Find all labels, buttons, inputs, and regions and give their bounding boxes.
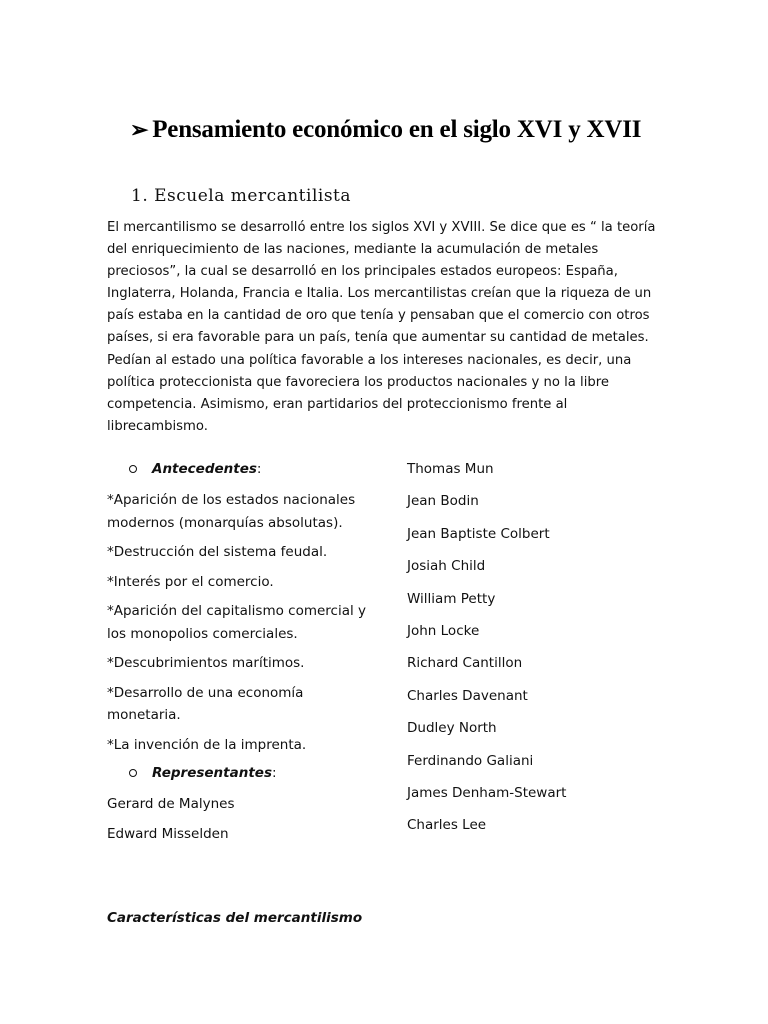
representante-item: Jean Bodin — [407, 493, 479, 510]
circle-bullet-icon — [129, 465, 137, 473]
representante-item: Josiah Child — [407, 558, 486, 575]
antecedentes-label: Antecedentes — [152, 461, 257, 477]
representantes-heading — [129, 760, 369, 786]
antecedente-item: *Aparición del capitalismo comercial y los monopolios comerciales. — [107, 603, 367, 642]
representante-item: Jean Baptiste Colbert — [407, 525, 550, 542]
section-heading: 1. Escuela mercantilista — [131, 186, 352, 206]
intro-paragraph: El mercantilismo se desarrolló entre los siglos XVI y XVIII. Se dice que es “ la teoría del enriquecimiento de las naciones, mediante la acumulación de metales preciosos”, la cual se desarrolló en los principales estados europeos: España, Inglaterra, Holanda, Francia e Italia. Los mercantilistas creían que la riqueza de un país estaba en la cantidad de oro que tenía y pensaban que el comercio con otros países, si era favorable para un país, tenía que aumentar su cantidad de metales. Pedían al estado una política favorable a los intereses nacionales, es decir, una política proteccionista que favoreciera los productos nacionales y no la libre competencia. Asimismo, eran partidarios del proteccionismo frente al librecambismo. — [107, 220, 656, 434]
antecedente-item: *Desarrollo de una economía monetaria. — [107, 684, 304, 723]
representante-item: Dudley North — [407, 720, 497, 737]
colon: : — [256, 461, 262, 477]
left-column — [107, 456, 369, 845]
page-title-text: Pensamiento económico en el siglo XVI y XVII — [152, 116, 642, 143]
representante-item: Ferdinando Galiani — [407, 752, 534, 769]
antecedentes-heading — [129, 456, 369, 482]
representante-item: Gerard de Malynes — [107, 796, 235, 812]
representante-item: Charles Lee — [407, 817, 487, 834]
representante-item: Edward Misselden — [107, 825, 229, 842]
colon: : — [271, 765, 277, 781]
antecedente-item: *Destrucción del sistema feudal. — [107, 544, 328, 560]
representante-item: William Petty — [407, 590, 496, 607]
representante-item: John Locke — [407, 622, 480, 639]
representante-item: James Denham-Stewart — [407, 784, 567, 801]
representante-item: Richard Cantillon — [407, 655, 523, 672]
circle-bullet-icon — [129, 769, 137, 777]
representante-item: Thomas Mun — [407, 461, 494, 477]
caracteristicas-heading: Características del mercantilismo — [107, 910, 363, 926]
right-column — [407, 456, 667, 845]
arrow-bullet-icon: ➢ — [130, 117, 149, 142]
antecedente-item: *La invención de la imprenta. — [107, 736, 307, 753]
representante-item: Charles Davenant — [407, 687, 528, 704]
representantes-label: Representantes — [152, 765, 272, 781]
page-title — [130, 114, 641, 146]
antecedente-item: *Descubrimientos marítimos. — [107, 655, 305, 671]
antecedente-item: *Interés por el comercio. — [107, 573, 274, 590]
antecedente-item: *Aparición de los estados nacionales modernos (monarquías absolutas). — [107, 492, 356, 531]
